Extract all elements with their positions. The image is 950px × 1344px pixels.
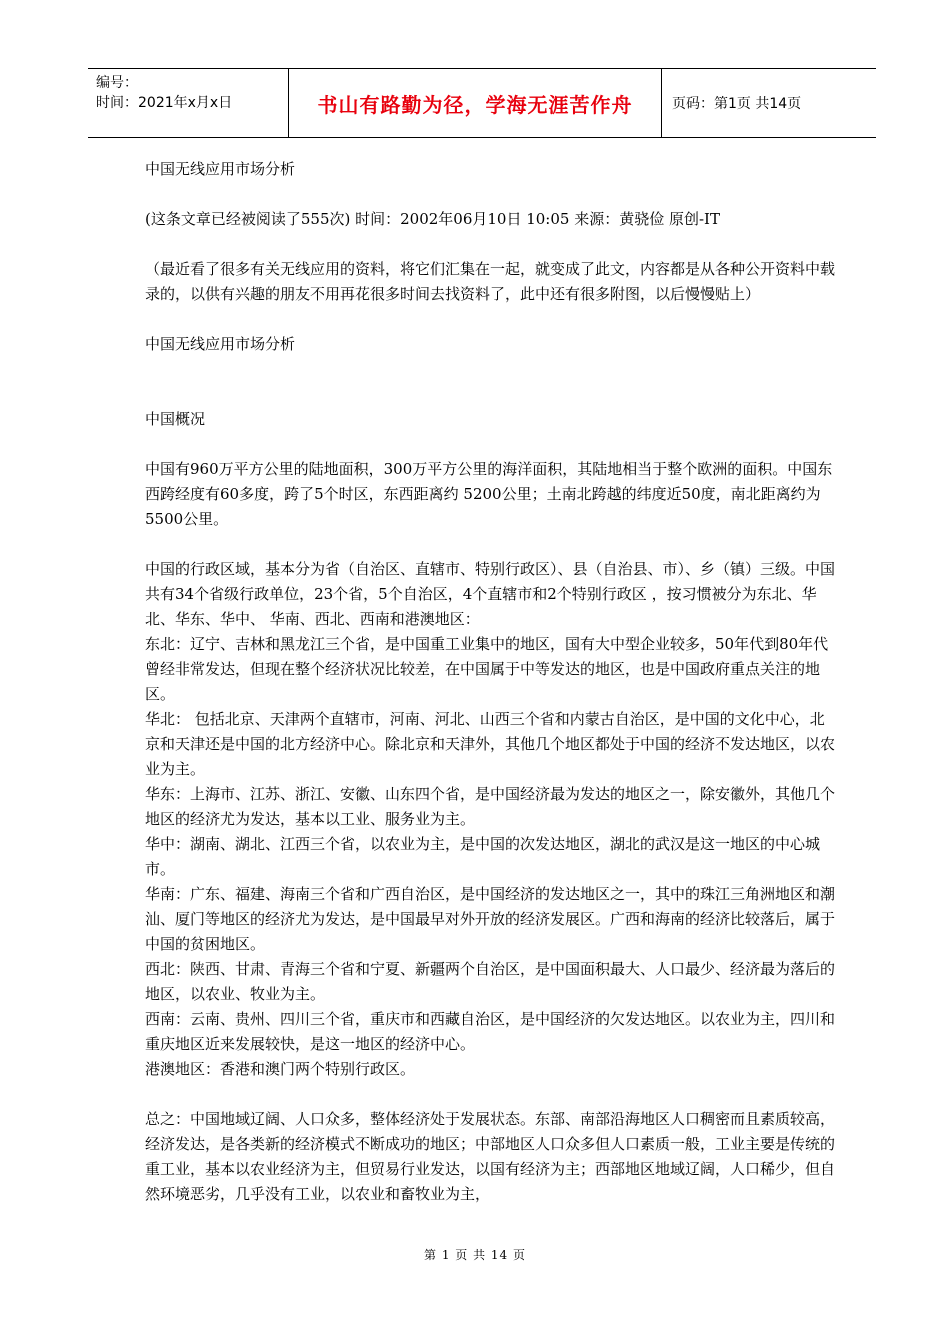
region-huabei: 华北： 包括北京、天津两个直辖市，河南、河北、山西三个省和内蒙古自治区，是中国的文化中心，北京和天津还是中国的北方经济中心。除北京和天津外，其他几个地区都处于中国的经济不发达地区，以农业为主。: [145, 710, 836, 778]
region-xibei: 西北：陕西、甘肃、青海三个省和宁夏、新疆两个自治区，是中国面积最大、人口最少、经济最为落后的地区，以农业、牧业为主。: [145, 960, 836, 1003]
page-footer: 第 1 页 共 14 页: [424, 1248, 526, 1262]
region-gangao: 港澳地区：香港和澳门两个特别行政区。: [145, 1060, 416, 1078]
region-dongbei: 东北：辽宁、吉林和黑龙江三个省，是中国重工业集中的地区，国有大中型企业较多，50年代到80年代曾经非常发达，但现在整个经济状况比较差，在中国属于中等发达的地区，也是中国政府重点关注的地区。: [145, 635, 829, 703]
paragraph-regions: 中国的行政区域，基本分为省（自治区、直辖市、特别行政区）、县（自治县、市）、乡（镇）三级。中国共有34个省级行政单位，23个省，5个自治区，4个直辖市和2个特别行政区 ，按习惯被分为东北、华北、华东、华中、 华南、西北、西南和港澳地区：: [145, 560, 836, 628]
article-subtitle: 中国无线应用市场分析: [145, 335, 296, 353]
article-body: [145, 157, 835, 1207]
paragraph-area: 中国有960万平方公里的陆地面积，300万平方公里的海洋面积，其陆地相当于整个欧洲的面积。中国东西跨经度有60多度，跨了5个时区，东西距离约 5200公里；土南北跨越的纬度近50度，南北距离约为5500公里。: [145, 460, 833, 528]
article-title: 中国无线应用市场分析: [145, 160, 296, 178]
article-meta: (这条文章已经被阅读了555次) 时间：2002年06月10日 10:05 来源：黄骁俭 原创-IT: [145, 210, 720, 228]
header-page-info: 页码：第1页 共14页: [672, 96, 802, 112]
page-header: [88, 68, 876, 138]
region-huadong: 华东：上海市、江苏、浙江、安徽、山东四个省，是中国经济最为发达的地区之一，除安徽外，其他几个地区的经济尤为发达，基本以工业、服务业为主。: [145, 785, 836, 828]
header-left: [96, 73, 232, 113]
region-xinan: 西南：云南、贵州、四川三个省，重庆市和西藏自治区，是中国经济的欠发达地区。以农业为主，四川和重庆地区近来发展较快，是这一地区的经济中心。: [145, 1010, 836, 1053]
header-motto: 书山有路勤为径，学海无涯苦作舟: [288, 69, 662, 137]
region-huanan: 华南：广东、福建、海南三个省和广西自治区，是中国经济的发达地区之一，其中的珠江三角洲地区和潮汕、厦门等地区的经济尤为发达，是中国最早对外开放的经济发展区。广西和海南的经济比较落后，属于中国的贫困地区。: [145, 885, 836, 953]
document-time-label: 时间：2021年x月x日: [96, 95, 233, 111]
document-number-label: 编号：: [96, 75, 138, 91]
summary-paragraph: 总之：中国地域辽阔、人口众多，整体经济处于发展状态。东部、南部沿海地区人口稠密而且素质较高，经济发达，是各类新的经济模式不断成功的地区；中部地区人口众多但人口素质一般，工业主要是传统的重工业，基本以农业经济为主，但贸易行业发达，以国有经济为主；西部地区地域辽阔，人口稀少，但自然环境恶劣，几乎没有工业，以农业和畜牧业为主，: [145, 1110, 836, 1203]
region-huazhong: 华中：湖南、湖北、江西三个省，以农业为主，是中国的次发达地区，湖北的武汉是这一地区的中心城市。: [145, 835, 821, 878]
section-heading: 中国概况: [145, 410, 206, 428]
article-intro: （最近看了很多有关无线应用的资料，将它们汇集在一起，就变成了此文，内容都是从各种公开资料中载录的，以供有兴趣的朋友不用再花很多时间去找资料了，此中还有很多附图，以后慢慢贴上）: [145, 260, 836, 303]
